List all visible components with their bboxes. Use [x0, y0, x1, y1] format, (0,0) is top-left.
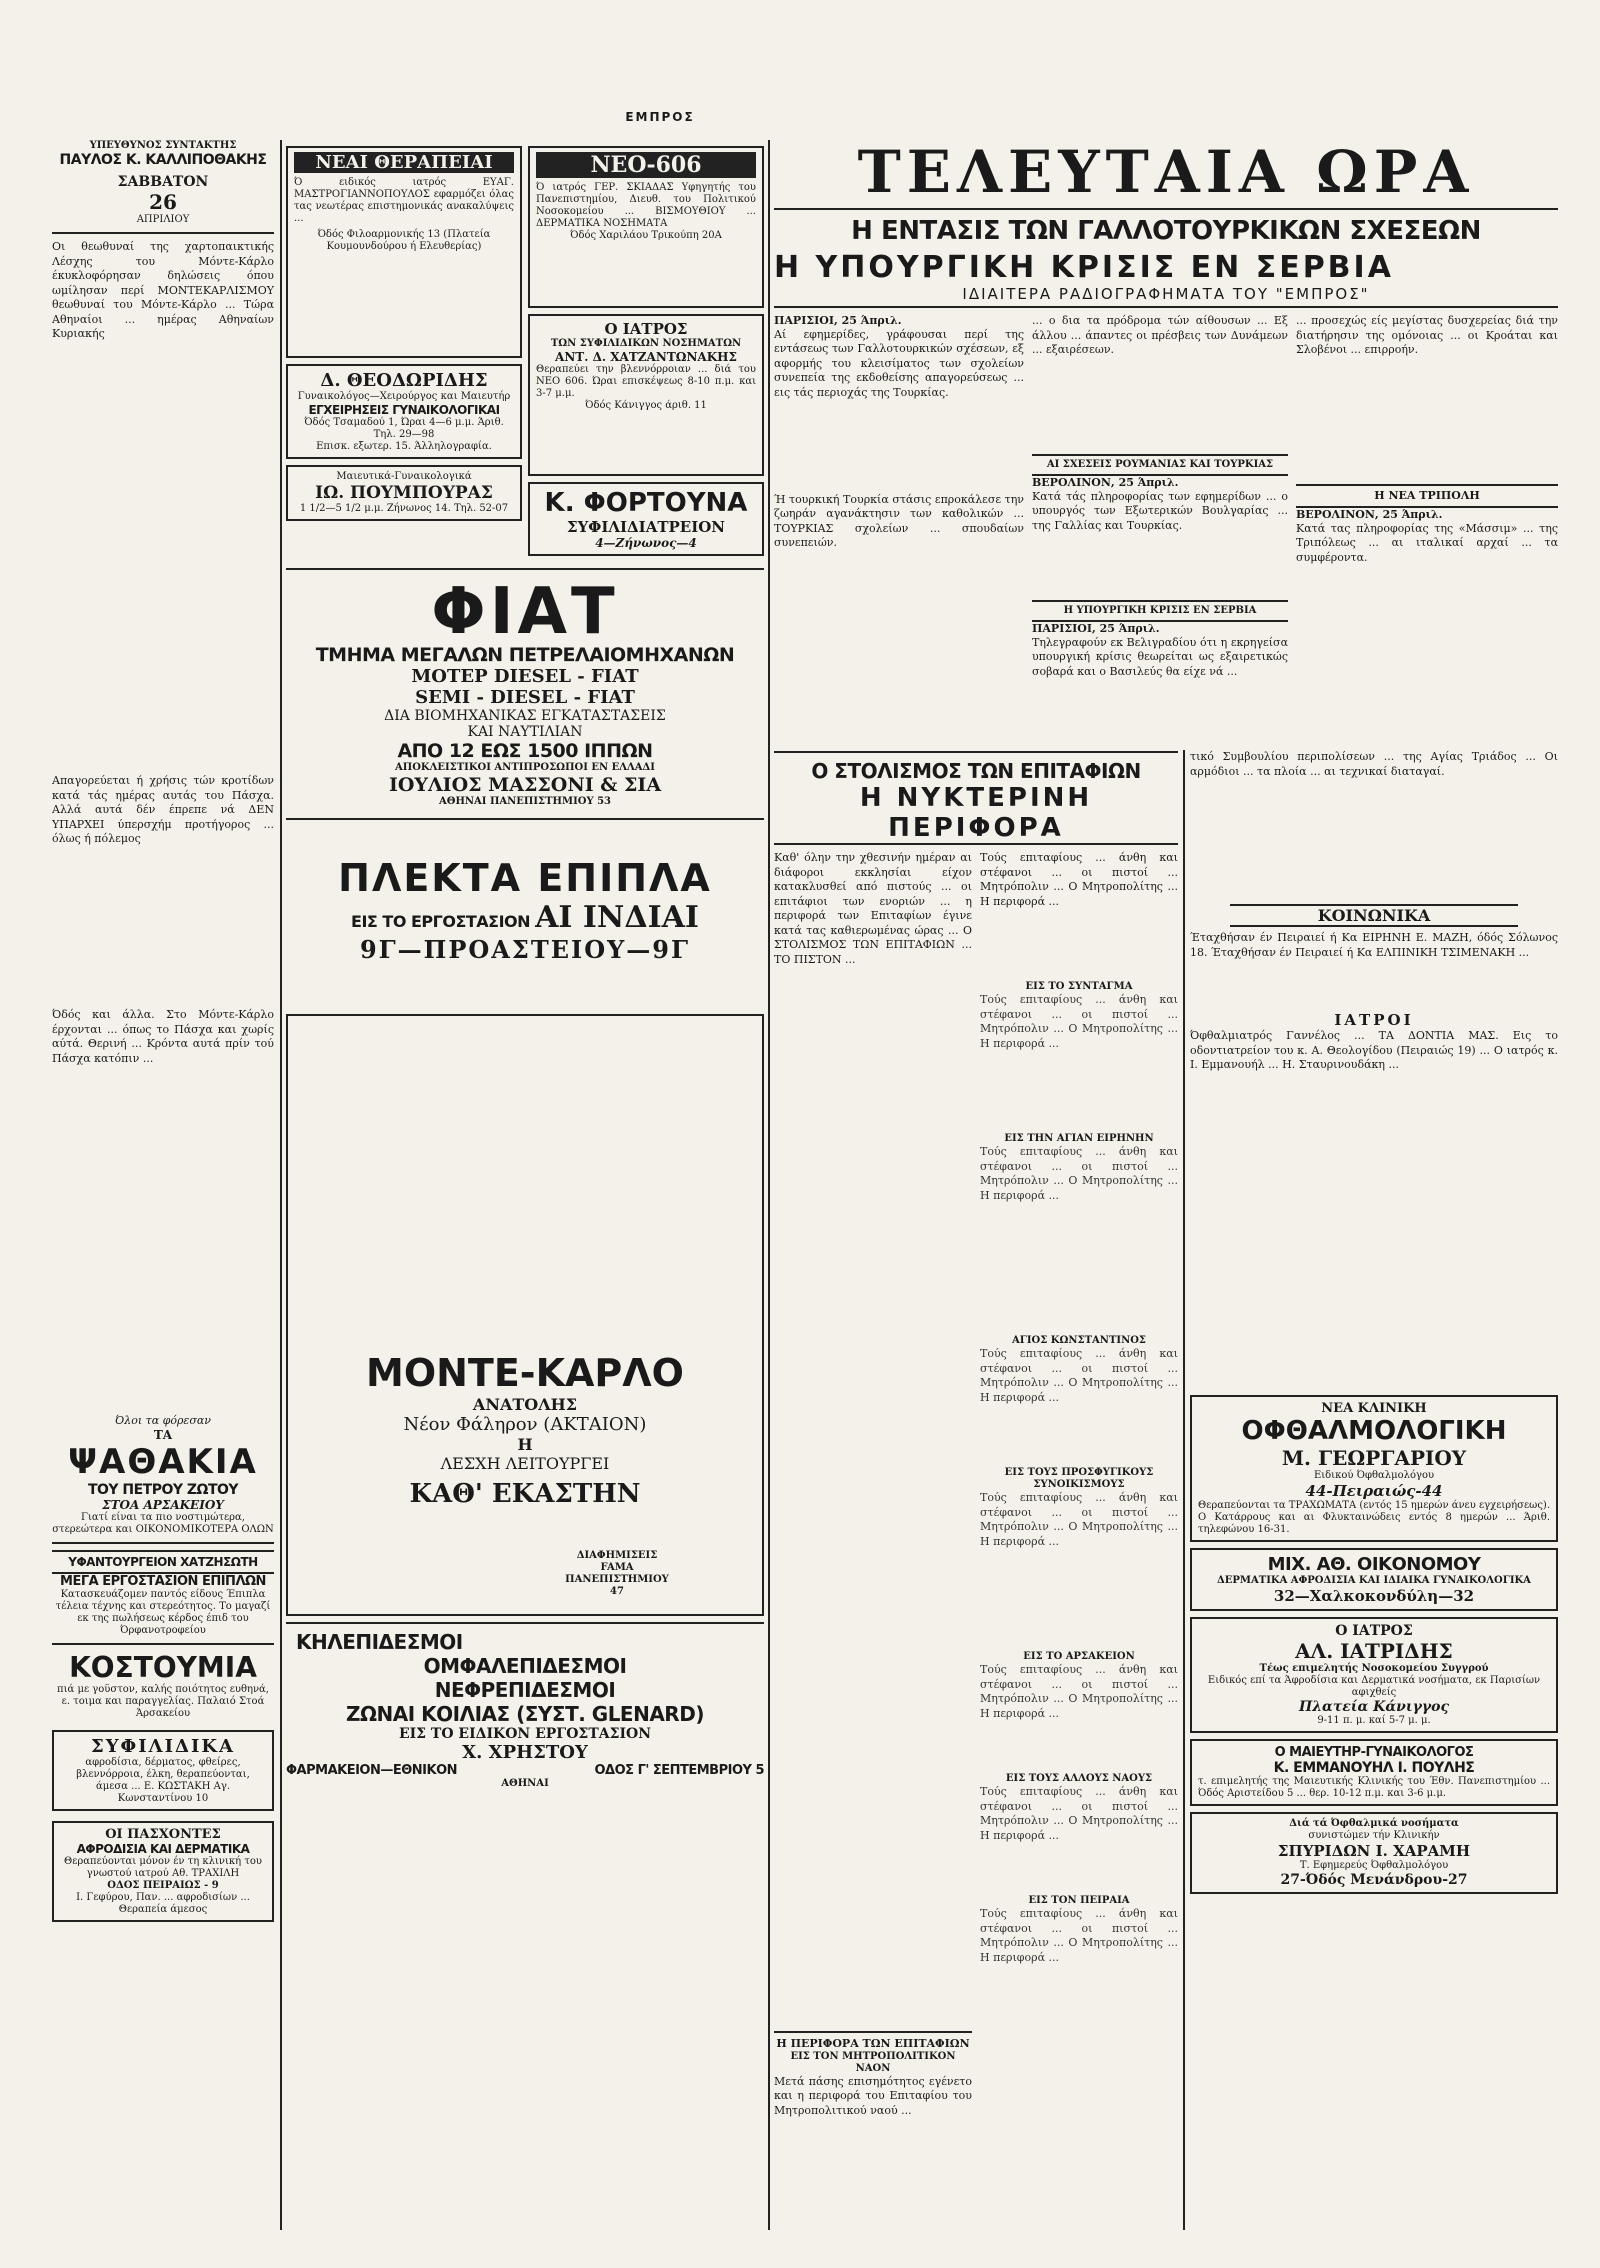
ad-mc-l2: Νέον Φάληρον (ΑΚΤΑΙΟΝ)	[403, 1414, 647, 1435]
epitafioi-text-2: Τούς επιταφίους ... άνθη και στέφανοι ... οι πιστοί ... Μητρόπολιν ... Ο Μητροπολίτης ... Η περιφορά ...	[980, 1663, 1178, 1720]
ad-mc-l1: ΑΝΑΤΟΛΗΣ	[472, 1395, 578, 1414]
ad-paschontes-title: ΟΙ ΠΑΣΧΟΝΤΕΣ	[105, 1826, 221, 1842]
ad-neo-addr: Όδός Χαριλάου Τρικούπη 20Α	[570, 230, 722, 241]
ad-psathakia-text: Γιατί είναι τα πιο νοστιμώτερα, στερεώτερα και ΟΙΚΟΝΟΜΙΚΟΤΕΡΑ ΟΛΩΝ	[52, 1511, 274, 1535]
ad-kh-l6: Χ. ΧΡΗΣΤΟΥ	[462, 1742, 588, 1763]
ad-mc-l5: ΚΑΘ' ΕΚΑΣΤΗΝ	[409, 1479, 641, 1509]
ad-fortouna-sub: ΣΥΦΙΛΙΔΙΑΤΡΕΙΟΝ	[566, 518, 725, 536]
news-text-6: Κατά τας πληροφορίας της «Μάσσιμ» ... της Τριπόλεως ... αι ιταλικαί αρχαί ... τα συμφέροντα.	[1296, 521, 1558, 564]
ad-oikonomou	[1190, 1548, 1558, 1611]
ad-mc-l4: ΛΕΣΧΗ ΛΕΙΤΟΥΡΓΕΙ	[440, 1454, 610, 1473]
article-epitafioi	[774, 745, 1178, 2237]
ad-neai-text: Ό ειδικός ιατρός ΕΥΑΓ. ΜΑΣΤΡΟΓΙΑΝΝΟΠΟΥΛΟΣ εφαρμόζει όλας τας νεωτέρας επιστημονικάς ανακαλύψεις ...	[294, 177, 514, 224]
dateline-paris: ΠΑΡΙΣΙΟΙ, 25 Άπριλ.	[774, 314, 902, 327]
oik-sub: ΔΕΡΜΑΤΙΚΑ ΑΦΡΟΔΙΣΙΑ ΚΑΙ ΙΔΙΑΙΚΑ ΓΥΝΑΙΚΟΛΟΓΙΚΑ	[1217, 1575, 1531, 1586]
ad-fiat	[286, 576, 764, 812]
ad-hatzisoti-sub: ΜΕΓΑ ΕΡΓΟΣΤΑΣΙΟΝ ΕΠΙΠΛΩΝ	[60, 1573, 266, 1589]
klin-pre: ΝΕΑ ΚΛΙΝΙΚΗ	[1321, 1401, 1427, 1416]
ad-fortouna-addr: 4—Ζήνωνος—4	[595, 536, 697, 550]
ad-neo-title: ΝΕΟ-606	[536, 152, 756, 178]
subhead-arsakeion: ΕΙΣ ΤΟ ΑΡΣΑΚΕΙΟΝ	[1023, 1651, 1135, 1662]
ad-theodoridis-name: Δ. ΘΕΟΔΩΡΙΔΗΣ	[320, 370, 488, 391]
epitafioi-text: Καθ' όλην την χθεσινήν ημέραν αι διάφοροι εκκλησίαι είχον κατακλυσθεί από πιστούς ... οι επιτάφιοι των ενοριών ... η περιφορά των Επιταφίων έγινε κατά τας καθιερωμένας ώρας ... Ο ΣΤΟΛΙΣΜΟΣ ΤΩΝ ΕΠΙΤΑΦΙΩΝ ... ΤΟ ΠΙΣΤΟΝ ...	[774, 851, 972, 966]
ofth-name: ΣΠΥΡΙΔΩΝ Ι. ΧΑΡΑΜΗ	[1277, 1842, 1471, 1860]
subhead-roumania: ΑΙ ΣΧΕΣΕΙΣ ΡΟΥΜΑΝΙΑΣ ΚΑΙ ΤΟΥΡΚΙΑΣ	[1032, 454, 1288, 476]
ad-syfilidika-text: αφροδίσια, δέρματος, φθείρες, βλεννόρροια, έλκη, θεραπεύονται, άμεσα ... Ε. ΚΩΣΤΑΚΗ Αγ. Κωνσταντίνου 10	[76, 1756, 250, 1804]
article-montecarlo-end: Όδός και άλλα. Στο Μόντε-Κάρλο έρχονται ... όπως το Πάσχα και χωρίς αύτά. Θερινή ... Κρόντα αυτά πρίν τού Πάσχα κατόπιν ...	[52, 1008, 274, 1065]
ad-iatros-text: Θεραπεύει την βλεννόρροιαν ... διά του ΝΕΟ 606. Ώραι επισκέψεως 8-10 π.μ. και 3-7 μ.μ.	[536, 364, 756, 399]
klin-sub: Ειδικού Όφθαλμολόγου	[1313, 1470, 1435, 1481]
news-text-4: Τηλεγραφούν εκ Βελιγραδίου ότι η εκρηγείσα υπουργική κρίσις θεωρείται ως εξαιρετικώς σοβαρά και ο Βασιλεύς θα είχε νά ...	[1032, 635, 1288, 678]
iatroi-title: ΙΑΤΡΟΙ	[1334, 1011, 1414, 1029]
news-text-5: ... προσεχώς είς μεγίστας δυσχερείας διά την διατήρησιν της ομόνοιας ... οι Κροάται και Σλοβένοι ... επιρροήν.	[1296, 314, 1558, 357]
ad-plekta-l1: ΕΙΣ ΤΟ ΕΡΓΟΣΤΑΣΙΟΝ	[351, 912, 531, 931]
issue-day: ΣΑΒΒΑΤΟΝ	[117, 174, 209, 190]
ad-theodoridis-more: Επισκ. εξωτερ. 15. Άλληλογραφία.	[316, 441, 492, 452]
epitafioi-title: Ο ΣΤΟΛΙΣΜΟΣ ΤΩΝ ΕΠΙΤΑΦΙΩΝ	[811, 759, 1141, 783]
ofth-sub: Τ. Εφημερεύς Όφθαλμολόγου	[1299, 1860, 1449, 1871]
ad-kilepidesmoi	[286, 1630, 764, 1790]
klin-text: Θεραπεύονται τα ΤΡΑΧΩΜΑΤΑ (εντός 15 ημερών άνευ εγχειρήσεως). Ο Κατάρρους και αι Φλυκταινώδεις εντός 8 ημερών ... Άριθ. τηλεφώνου 16-31.	[1198, 1500, 1551, 1535]
ad-fiat-l5: ΑΠΟ 12 ΕΩΣ 1500 ΙΠΠΩΝ	[397, 740, 653, 762]
ad-poumpouras-hours: 1 1/2—5 1/2 μ.μ. Ζήνωνος 14. Τηλ. 52-07	[299, 503, 509, 514]
ad-kh-l7: ΦΑΡΜΑΚΕΙΟΝ—ΕΘΝΙΚΟΝ	[286, 1763, 458, 1778]
news-text-1b: Ή τουρκική Τουρκία στάσις επροκάλεσε την ζωηράν αγανάκτησιν των καθολικών ... ΤΟΥΡΚΙΑΣ σχολείων ... σπουδαίων συνεπειών.	[774, 492, 1024, 550]
ad-neai-therapeiai	[286, 146, 522, 358]
ad-kh-l5: ΕΙΣ ΤΟ ΕΙΔΙΚΟΝ ΕΡΓΟΣΤΑΣΙΟΝ	[398, 1726, 652, 1742]
news-text-3: Κατά τάς πληροφορίας των εφημερίδων ... ο υπουργός των Εξωτερικών Βουλγαρίας ... της Γαλλίας και Τουρκίας.	[1032, 489, 1288, 532]
ad-mc-l3: Η	[517, 1435, 533, 1454]
ad-fiat-l8: ΑΘΗΝΑΙ ΠΑΝΕΠΙΣΤΗΜΙΟΥ 53	[438, 796, 612, 807]
epitafioi-text-2: Τούς επιταφίους ... άνθη και στέφανοι ... οι πιστοί ... Μητρόπολιν ... Ο Μητροπολίτης ... Η περιφορά ...	[980, 1907, 1178, 1964]
ad-neo-606	[528, 146, 764, 308]
subhead-syntagma: ΕΙΣ ΤΟ ΣΥΝΤΑΓΜΑ	[1025, 981, 1133, 992]
iatr-addr: Πλατεία Κάνιγγος	[1299, 1699, 1449, 1715]
dateline-paris-2: ΠΑΡΙΣΙΟΙ, 25 Άπριλ.	[1032, 621, 1160, 635]
issue-date: 26	[149, 190, 177, 214]
ad-psathakia-addr: ΣΤΟΑ ΑΡΣΑΚΕΙΟΥ	[102, 1497, 224, 1512]
ad-theodoridis-role: Γυναικολόγος—Χειρούργος και Μαιευτήρ	[297, 391, 511, 402]
ad-psathakia-pre: Όλοι τα φόρεσαν	[115, 1414, 211, 1427]
ad-iatridis	[1190, 1617, 1558, 1733]
editor-name: ΠΑΥΛΟΣ Κ. ΚΑΛΛΙΠΟΘΑΚΗΣ	[59, 152, 267, 168]
epitafioi-text-2: Τούς επιταφίους ... άνθη και στέφανοι ... οι πιστοί ... Μητρόπολιν ... Ο Μητροπολίτης ... Η περιφορά ...	[980, 1145, 1178, 1202]
iatr-name: ΑΛ. ΙΑΤΡΙΔΗΣ	[1295, 1639, 1453, 1663]
ad-paschontes-text: Θεραπεύονται μόνον έν τη κλινική του γνωστού ιατρού Αθ. ΤΡΑΧΙΛΗ	[64, 1855, 262, 1879]
koinonika-text: Έταχθήσαν έν Πειραιεί ή Κα ΕΙΡΗΝΗ Ε. ΜΑΖΗ, όδός Σόλωνος 18. Έταχθήσαν έν Πειραιεί ή Κα ΕΛΠΙΝΙΚΗ ΤΣΙΜΕΝΑΚΗ ...	[1190, 931, 1558, 959]
ad-kh-l3: ΝΕΦΡΕΠΙΔΕΣΜΟΙ	[434, 1678, 616, 1702]
oik-addr: 32—Χαλκοκονδύλη—32	[1273, 1587, 1475, 1605]
article-montecarlo: Οι θεωθυναί της χαρτοπαικτικής Λέσχης του Μόντε-Κάρλο έκυκλοφόρησαν δηλώσεις όπου ωμίλησαν περί ΜΟΝΤΕΚΑΡΛΙΣΜΟΥ θεωθυναί του Μόντε-Κάρλο ... Τώρα Αθηναίοι ... ημέρας Αθηναίων Κυριακής	[52, 240, 274, 341]
ofth-pre: Διά τά Όφθαλμικά νοσήματα	[1289, 1818, 1459, 1829]
ad-plekta-l1b: ΑΙ ΙΝΔΙΑΙ	[535, 900, 699, 935]
iatr-hours: 9-11 π. μ. καί 5-7 μ. μ.	[1317, 1715, 1431, 1726]
ad-psathakia-sub: ΤΟΥ ΠΕΤΡΟΥ ΖΩΤΟΥ	[87, 1481, 239, 1498]
epitafioi-text-2: Τούς επιταφίους ... άνθη και στέφανοι ... οι πιστοί ... Μητρόπολιν ... Ο Μητροπολίτης ... Η περιφορά ...	[980, 851, 1178, 908]
subhead-agios-konstantinos: ΑΓΙΟΣ ΚΩΝΣΤΑΝΤΙΝΟΣ	[1012, 1335, 1146, 1346]
ofth-l1: συνιστώμεν τήν Κλινικήν	[1308, 1830, 1440, 1841]
news-text-1: Αί εφημερίδες, γράφουσαι περί της εντάσεως των Γαλλοτουρκικών σχέσεων, εξ αφορμής του κλεισίματος των σχολείων συνεπεία της εκδοθείσης απαγορεύσεως ... εις τάς περιοχάς της Τουρκίας.	[774, 327, 1024, 399]
epitafioi-text-2: Τούς επιταφίους ... άνθη και στέφανοι ... οι πιστοί ... Μητρόπολιν ... Ο Μητροπολίτης ... Η περιφορά ...	[980, 993, 1178, 1050]
iatr-text: Ειδικός επί τα Άφροδίσια και Δερματικά νοσήματα, εκ Παρισίων αφιχθείς	[1207, 1675, 1541, 1698]
ad-plekta	[286, 826, 764, 984]
right-text-top: τικό Συμβουλίου περιπολίσεων ... της Αγίας Τριάδος ... Οι αρμόδιοι ... τα πλοία ... αι τεχνικαί διαταγαί.	[1190, 750, 1558, 778]
ad-psathakia-title: ΨΑΘΑΚΙΑ	[68, 1441, 258, 1482]
ad-iatros-sub: ΤΩΝ ΣΥΦΙΛΙΔΙΚΩΝ ΝΟΣΗΜΑΤΩΝ	[550, 338, 742, 349]
news-text-2: ... ο δια τα πρόδρομα τών αίθουσων ... Εξ άλλου ... άπαντες οι πρέσβεις των Δυνάμεων ... εξαιρέσεων.	[1032, 314, 1288, 357]
ad-plekta-title: ΠΛΕΚΤΑ ΕΠΙΠΛΑ	[338, 856, 712, 900]
ad-iatros-addr: Όδός Κάνιγγος άριθ. 11	[585, 400, 707, 411]
ad-kh-l2: ΟΜΦΑΛΕΠΙΔΕΣΜΟΙ	[423, 1654, 627, 1678]
issue-month: ΑΠΡΙΛΙΟΥ	[136, 214, 190, 225]
ad-kh-l8: ΟΔΟΣ Γ' ΣΕΠΤΕΜΒΡΙΟΥ 5	[594, 1763, 764, 1778]
ad-paschontes-addr: ΟΔΟΣ ΠΕΙΡΑΙΩΣ - 9	[107, 1879, 219, 1891]
subhead-agia-eirini: ΕΙΣ ΤΗΝ ΑΓΙΑΝ ΕΙΡΗΝΗΝ	[1004, 1133, 1154, 1144]
column-rule	[280, 140, 282, 2230]
ad-neai-title: ΝΕΑΙ ΘΕΡΑΠΕΙΑΙ	[294, 152, 514, 173]
ad-iatros-title: Ο ΙΑΤΡΟΣ	[604, 320, 688, 338]
ad-fortouna	[528, 482, 764, 556]
ad-chatzantonakis	[528, 314, 764, 476]
ofth-addr: 27-Όδός Μενάνδρου-27	[1280, 1872, 1468, 1888]
ad-neai-addr: Όδός Φιλοαρμονικής 13 (Πλατεία Κουμουνδούρου ή Ελευθερίας)	[317, 229, 491, 252]
pou-name: Κ. ΕΜΜΑΝΟΥΗΛ Ι. ΠΟΥΛΗΣ	[1273, 1760, 1475, 1776]
periphora-sub: ΕΙΣ ΤΟΝ ΜΗΤΡΟΠΟΛΙΤΙΚΟΝ ΝΑΟΝ	[790, 2050, 956, 2074]
ad-paschontes-sub: ΑΦΡΟΔΙΣΙΑ ΚΑΙ ΔΕΡΜΑΤΙΚΑ	[76, 1841, 250, 1856]
klin-addr: 44-Πειραιώς-44	[1305, 1482, 1443, 1500]
ad-monte-carlo	[286, 1014, 764, 1616]
column-rule	[1183, 750, 1185, 2230]
subhead-peiraias: ΕΙΣ ΤΟΝ ΠΕΙΡΑΙΑ	[1028, 1895, 1130, 1906]
ad-psathakia-ta: ΤΑ	[153, 1427, 173, 1442]
subhead-servia: Η ΥΠΟΥΡΓΙΚΗ ΚΡΙΣΙΣ ΕΝ ΣΕΡΒΙΑ	[1032, 600, 1288, 622]
ad-fortouna-title: Κ. ΦΟΡΤΟΥΝΑ	[544, 488, 748, 518]
epitafioi-text-2: Τούς επιταφίους ... άνθη και στέφανοι ... οι πιστοί ... Μητρόπολιν ... Ο Μητροπολίτης ... Η περιφορά ...	[980, 1491, 1178, 1548]
dateline-berlin-2: ΒΕΡΟΛΙΝΟΝ, 25 Άπριλ.	[1296, 507, 1443, 521]
ad-mc-credit: ΔΙΑΦΗΜΙΣΕΙΣ FAMA ΠΑΝΕΠΙΣΤΗΜΙΟΥ 47	[565, 1550, 669, 1597]
ad-fiat-l6: ΑΠΟΚΛΕΙΣΤΙΚΟΙ ΑΝΤΙΠΡΟΣΩΠΟΙ ΕΝ ΕΛΛΑΔΙ	[395, 762, 655, 773]
ad-theodoridis-title: ΕΓΧΕΙΡΗΣΕΙΣ ΓΥΝΑΙΚΟΛΟΓΙΚΑΙ	[308, 403, 500, 417]
ad-ofth-kliniki	[1190, 1395, 1558, 1542]
news-col-c	[1296, 314, 1558, 732]
ad-poulis	[1190, 1739, 1558, 1806]
iatr-pre: Ο ΙΑΤΡΟΣ	[1335, 1623, 1413, 1639]
iatr-sub: Τέως επιμελητής Νοσοκομείου Συγγρού	[1259, 1663, 1489, 1674]
ad-fiat-l4: ΚΑΙ ΝΑΥΤΙΛΙΑΝ	[467, 724, 583, 740]
column-rule	[768, 140, 770, 2230]
right-column	[1190, 750, 1558, 1900]
ad-theodoridis	[286, 364, 522, 459]
pou-text: τ. επιμελητής της Μαιευτικής Κλινικής του Έθν. Πανεπιστημίου ... Όδός Αριστείδου 5 ... θερ. 10-12 π.μ. και 3-6 μ.μ.	[1198, 1776, 1550, 1799]
pou-title: Ο ΜΑΙΕΥΤΗΡ-ΓΥΝΑΙΚΟΛΟΓΟΣ	[1274, 1745, 1474, 1760]
ad-kh-l1: ΚΗΛΕΠΙΔΕΣΜΟΙ	[296, 1630, 463, 1654]
iatroi-text: Όφθαλμιατρός Γαννέλος ... ΤΑ ΔΟΝΤΙΑ ΜΑΣ. Εις το οδοντιατρείον του κ. Α. Θεολογίδου (Πειραιώς 19) ... Ο ιατρός κ. Ι. Εμμανουήλ ... Η. Σταυρινουδάκη ...	[1190, 1029, 1558, 1072]
left-column	[52, 140, 274, 1928]
dateline-berlin: ΒΕΡΟΛΙΝΟΝ, 25 Άπριλ.	[1032, 476, 1179, 489]
ad-poumpouras-name: ΙΩ. ΠΟΥΜΠΟΥΡΑΣ	[315, 483, 493, 503]
ad-paschontes	[52, 1821, 274, 1922]
ad-fiat-title: ΦΙΑΤ	[431, 575, 619, 649]
ad-paschontes-more: Ι. Γεφύρου, Παν. ... αφροδισίων ... Θεραπεία άμεσος	[76, 1891, 250, 1915]
ad-poumpouras-role: Μαιευτικά-Γυναικολογικά	[336, 471, 472, 482]
ad-hatzisoti-title: ΥΦΑΝΤΟΥΡΓΕΙΟΝ ΧΑΤΖΗΣΩΤΗ	[52, 1550, 274, 1574]
news-col-a	[774, 314, 1024, 732]
oik-title: ΜΙΧ. ΑΘ. ΟΙΚΟΝΟΜΟΥ	[1267, 1554, 1481, 1575]
headline-radiografimata: ΙΔΙΑΙΤΕΡΑ ΡΑΔΙΟΓΡΑΦΗΜΑΤΑ ΤΟΥ "ΕΜΠΡΟΣ"	[774, 285, 1558, 308]
klin-title: ΟΦΘΑΛΜΟΛΟΓΙΚΗ	[1241, 1416, 1507, 1446]
ad-kh-l9: ΑΘΗΝΑΙ	[501, 1778, 549, 1789]
klin-name: Μ. ΓΕΩΡΓΑΡΙΟΥ	[1281, 1446, 1467, 1470]
epitafioi-night-title: Η ΝΥΚΤΕΡΙΝΗ ΠΕΡΙΦΟΡΑ	[774, 783, 1178, 845]
ad-fiat-l7: ΙΟΥΛΙΟΣ ΜΑΣΣΟΝΙ & ΣΙΑ	[388, 774, 662, 796]
subhead-tripoli: Η ΝΕΑ ΤΡΙΠΟΛΗ	[1296, 484, 1558, 508]
news-col-b	[1032, 314, 1288, 732]
koinonika-title: ΚΟΙΝΩΝΙΚΑ	[1230, 904, 1518, 927]
ad-plekta-l2: 9Γ—ΠΡΟΑΣΤΕΙΟΥ—9Γ	[359, 935, 691, 964]
ad-charamis	[1190, 1812, 1558, 1894]
ad-syfilidika	[52, 1730, 274, 1811]
ad-kostoumia-text: πιά με γοϋστον, καλής ποιότητος ευθηνά, ε. τοιμα και παραγγελίας. Παλαιό Στοά Άρσακείου	[57, 1683, 269, 1719]
ad-poumpouras	[286, 465, 522, 521]
masthead: ΕΜΠΡΟΣ	[625, 110, 695, 124]
article-montecarlo-cont: Απαγορεύεται ή χρήσις τών κροτίδων κατά τάς ημέρας αυτάς του Πάσχα. Αλλά αυτά δέν έπρεπε νά ΔΕΝ ΥΠΑΡΧΕΙ ύπερσχήμ προτήγορος ... όλως ή πόλεμος	[52, 774, 274, 846]
ad-fiat-sub: ΤΜΗΜΑ ΜΕΓΑΛΩΝ ΠΕΤΡΕΛΑΙΟΜΗΧΑΝΩΝ	[315, 644, 735, 666]
news-area	[774, 138, 1558, 732]
headline-servia: Η ΥΠΟΥΡΓΙΚΗ ΚΡΙΣΙΣ ΕΝ ΣΕΡΒΙΑ	[774, 250, 1394, 285]
ad-kh-l4: ΖΩΝΑΙ ΚΟΙΛΙΑΣ (ΣΥΣΤ. GLENARD)	[346, 1702, 704, 1726]
editor-label: ΥΠΕΥΘΥΝΟΣ ΣΥΝΤΑΚΤΗΣ	[89, 140, 237, 151]
subhead-alloi-naoi: ΕΙΣ ΤΟΥΣ ΑΛΛΟΥΣ ΝΑΟΥΣ	[1005, 1773, 1153, 1784]
ad-fiat-l1: ΜΟΤΕΡ DIESEL - FIAT	[411, 666, 639, 687]
banner-teleutaia-ora: ΤΕΛΕΥΤΑΙΑ ΩΡΑ	[774, 138, 1558, 210]
epitafioi-text-2: Τούς επιταφίους ... άνθη και στέφανοι ... οι πιστοί ... Μητρόπολιν ... Ο Μητροπολίτης ... Η περιφορά ...	[980, 1347, 1178, 1404]
periphora-title: Η ΠΕΡΙΦΟΡΑ ΤΩΝ ΕΠΙΤΑΦΙΩΝ	[774, 2031, 972, 2051]
subhead-prosfygikoi: ΕΙΣ ΤΟΥΣ ΠΡΟΣΦΥΓΙΚΟΥΣ ΣΥΝΟΙΚΙΣΜΟΥΣ	[1004, 1467, 1154, 1490]
ad-syfilidika-title: ΣΥΦΙΛΙΔΙΚΑ	[90, 1735, 236, 1757]
ad-iatros-name: ΑΝΤ. Δ. ΧΑΤΖΑΝΤΩΝΑΚΗΣ	[555, 350, 737, 364]
ad-fiat-l3: ΔΙΑ ΒΙΟΜΗΧΑΝΙΚΑΣ ΕΓΚΑΤΑΣΤΑΣΕΙΣ	[384, 708, 666, 724]
ad-theodoridis-addr: Όδός Τσαμαδού 1, Ώραι 4—6 μ.μ. Άριθ. Τηλ. 29—98	[304, 417, 504, 440]
ad-hatzisoti-text: Κατασκευάζομεν παντός είδους Έπιπλα τέλεια τέχνης και στερεότητος. Το μαγαζί εκ της πωλήσεως κέρδος έπιδ του Όρφανοτροφείου	[55, 1588, 271, 1636]
ad-neo-text: Ό ιατρός ΓΕΡ. ΣΚΙΑΔΑΣ Υφηγητής του Πανεπιστημίου, Διευθ. του Πολιτικού Νοσοκομείου ... ΒΙΣΜΟΥΘΙΟΥ ... ΔΕΡΜΑΤΙΚΑ ΝΟΣΗΜΑΤΑ	[536, 182, 756, 229]
ads-column	[286, 140, 764, 1790]
headline-gallotourkikon: Η ΕΝΤΑΣΙΣ ΤΩΝ ΓΑΛΛΟΤΟΥΡΚΙΚΩΝ ΣΧΕΣΕΩΝ	[851, 216, 1481, 246]
ad-kostoumia-title: ΚΟΣΤΟΥΜΙΑ	[69, 1650, 257, 1684]
periphora-text: Μετά πάσης επισημότητος εγένετο και η περιφορά του Επιταφίου του Μητροπολιτικού ναού ...	[774, 2074, 972, 2117]
ad-fiat-l2: SEMI - DIESEL - FIAT	[415, 687, 635, 708]
epitafioi-text-2: Τούς επιταφίους ... άνθη και στέφανοι ... οι πιστοί ... Μητρόπολιν ... Ο Μητροπολίτης ... Η περιφορά ...	[980, 1785, 1178, 1842]
ad-mc-title: ΜΟΝΤΕ-ΚΑΡΛΟ	[366, 1351, 684, 1395]
